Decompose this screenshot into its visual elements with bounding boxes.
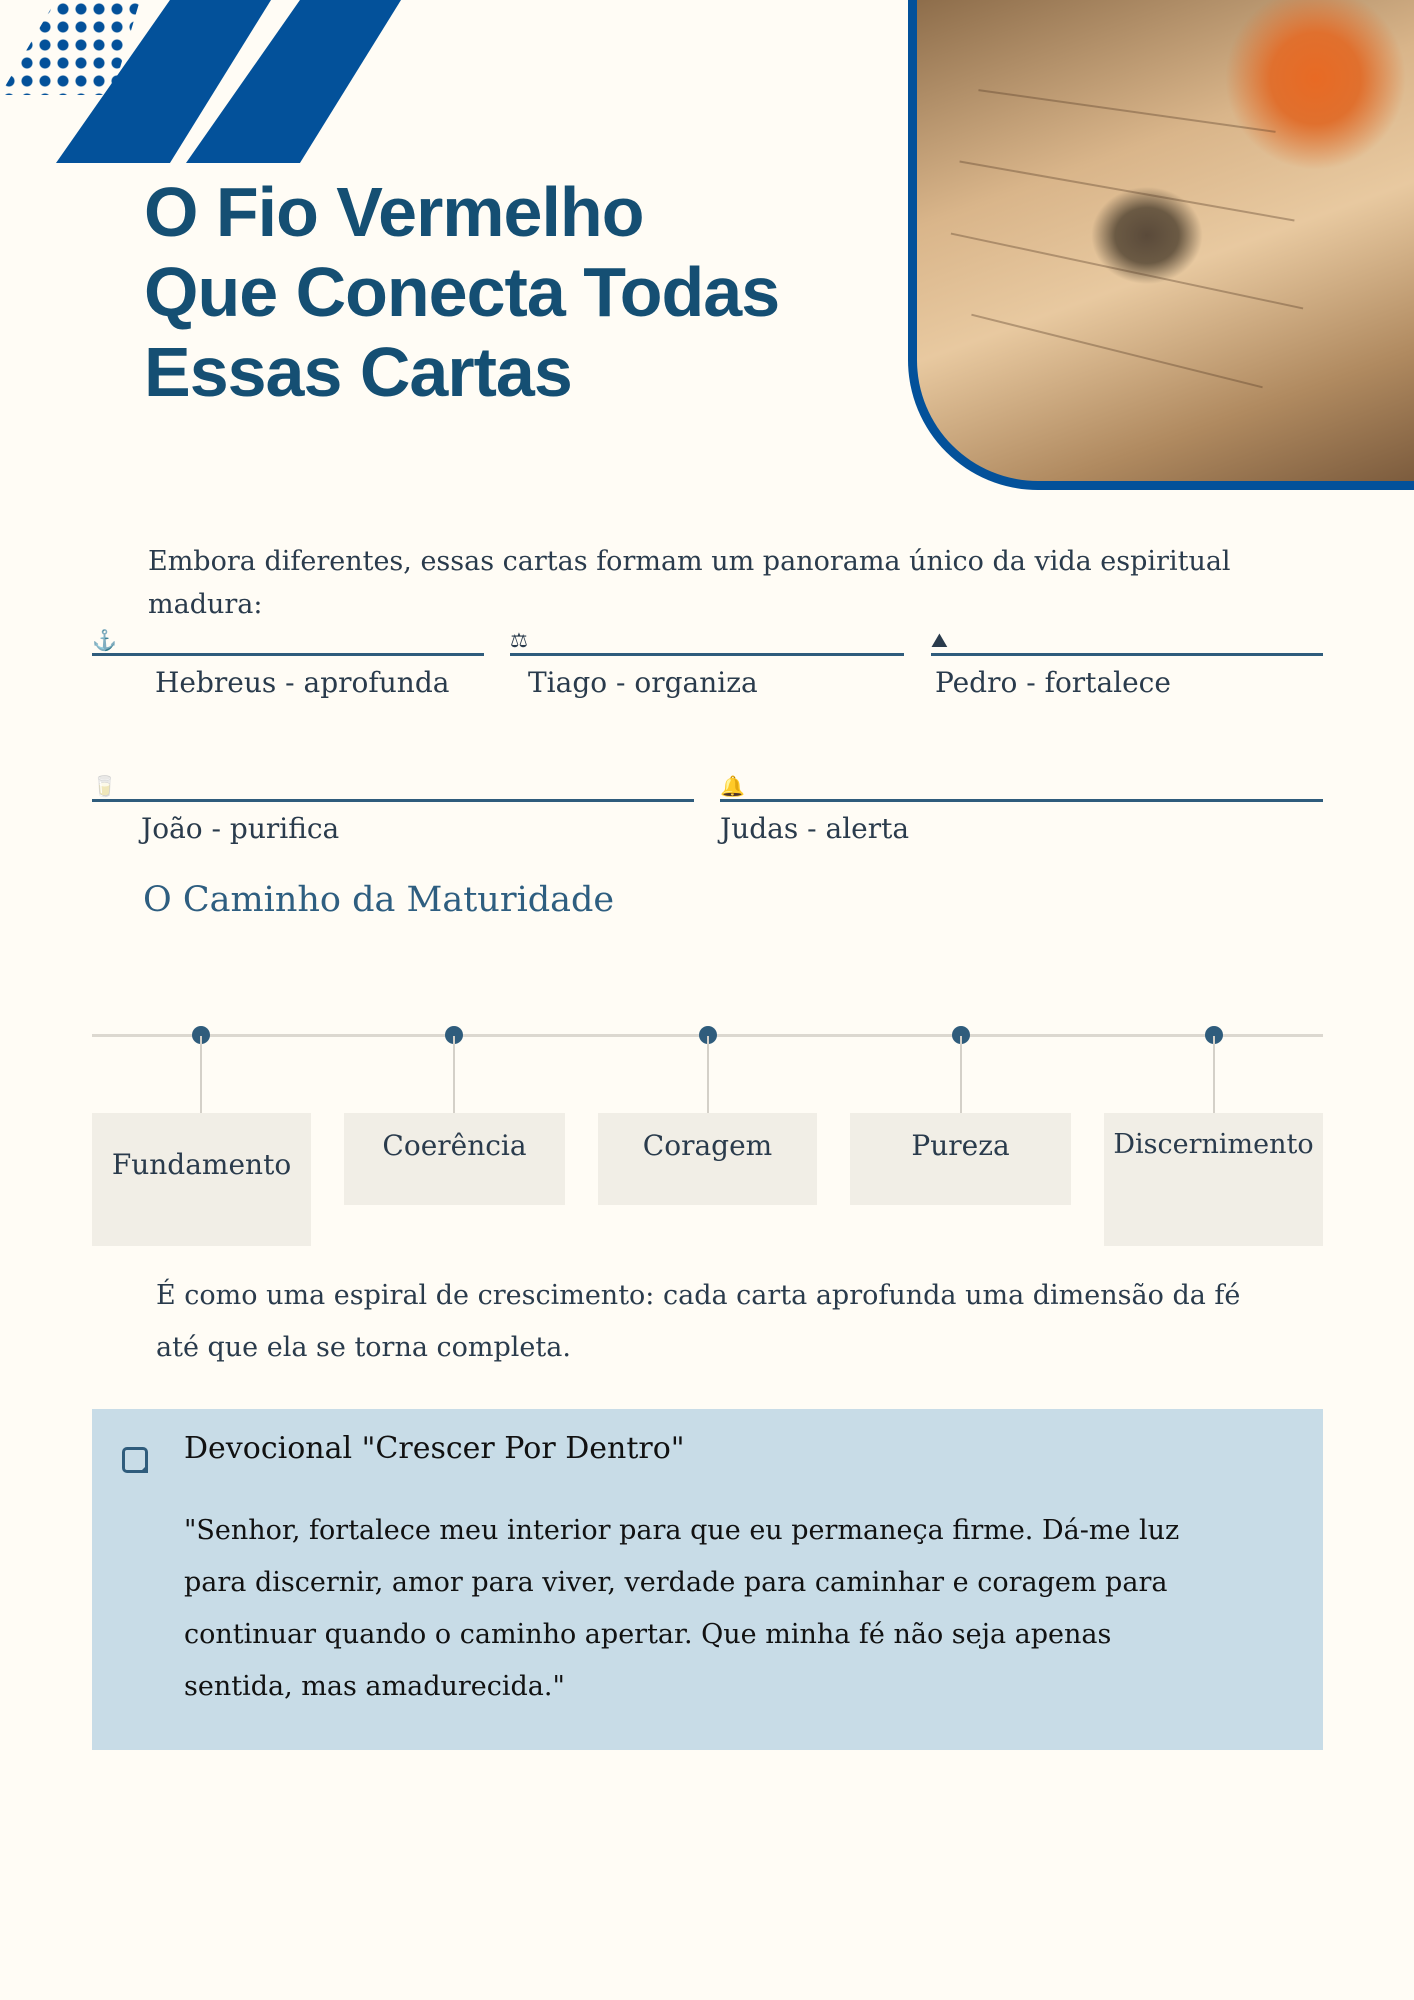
letter-card-joao	[92, 774, 694, 854]
note-icon	[122, 1447, 148, 1473]
letter-card-tiago	[510, 628, 904, 708]
letter-label: Hebreus - aprofunda	[155, 666, 450, 699]
letter-card-hebreus	[92, 628, 484, 708]
timeline-connector	[960, 1036, 962, 1113]
timeline-connector	[200, 1036, 202, 1113]
divider	[510, 653, 904, 656]
timeline-connector	[1213, 1036, 1215, 1113]
page-title	[144, 172, 779, 412]
letter-label: Tiago - organiza	[528, 666, 758, 699]
letter-card-judas	[720, 774, 1323, 854]
divider	[720, 799, 1323, 802]
header-photo	[908, 0, 1414, 490]
divider	[92, 653, 484, 656]
anchor-icon: ⚓	[92, 628, 117, 652]
devotional-box	[92, 1409, 1323, 1750]
timeline-step: Coerência	[344, 1113, 565, 1205]
divider	[931, 653, 1323, 656]
letter-card-pedro	[931, 628, 1323, 708]
divider	[92, 799, 694, 802]
timeline-connector	[453, 1036, 455, 1113]
letter-label: Judas - alerta	[720, 812, 910, 845]
section-heading: O Caminho da Maturidade	[143, 880, 615, 920]
devotional-quote: "Senhor, fortalece meu interior para que eu permaneça firme. Dá-me luz para discernir, amor para viver, verdade para caminhar e coragem para continuar quando o caminho apertar. Que minha fé não seja apenas sentida, mas amadurecida."	[184, 1515, 1180, 1702]
timeline-step: Pureza	[850, 1113, 1071, 1205]
intro-text: Embora diferentes, essas cartas formam um panorama único da vida espiritual madura:	[148, 546, 1231, 620]
water-glass-icon: 🥛	[92, 774, 117, 798]
timeline-connector	[707, 1036, 709, 1113]
timeline-step: Coragem	[598, 1113, 817, 1205]
timeline-step: Fundamento	[92, 1113, 311, 1246]
title-line: Que Conecta Todas	[144, 253, 780, 331]
bell-icon: 🔔	[720, 774, 745, 798]
summary-text: É como uma espiral de crescimento: cada carta aprofunda uma dimensão da fé até que ela se torna completa.	[156, 1280, 1241, 1363]
title-line: O Fio Vermelho	[144, 173, 644, 251]
letter-label: João - purifica	[141, 812, 340, 845]
mountain-icon: ⛰	[931, 628, 948, 652]
timeline-step: Discernimento	[1104, 1113, 1323, 1246]
letter-label: Pedro - fortalece	[935, 666, 1171, 699]
devotional-title: Devocional "Crescer Por Dentro"	[184, 1431, 685, 1466]
scales-icon: ⚖	[510, 628, 528, 652]
title-line: Essas Cartas	[144, 333, 572, 411]
